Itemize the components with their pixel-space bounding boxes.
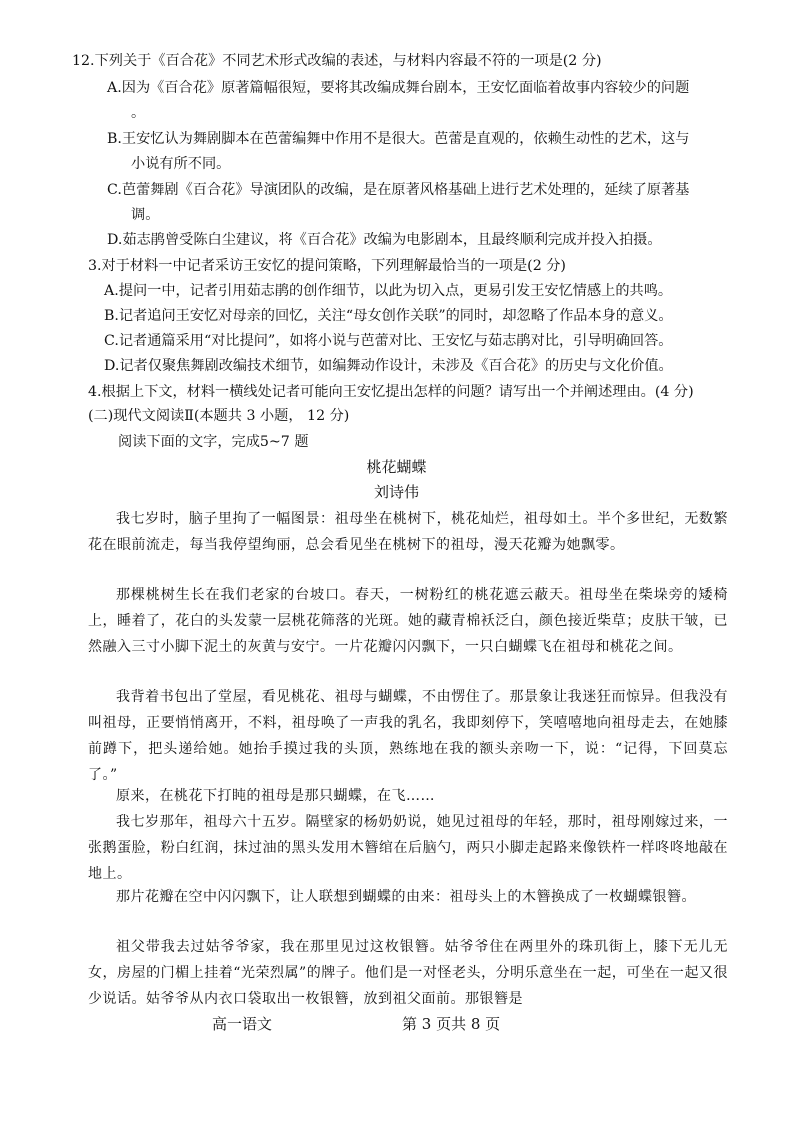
- question-12-option-a: [107, 76, 727, 126]
- option-text: C.芭蕾舞剧《百合花》导演团队的改编，是在原著风格基础上进行艺术处理的，延续了原著基: [107, 182, 690, 198]
- article-paragraph-1: 我七岁时，脑子里拘了一幅图景：祖母坐在桃树下，桃花灿烂，祖母如土。半个多世纪，无数繁花在眼前流走，每当我停望绚丽，总会看见坐在桃树下的祖母，漫天花瓣为她飘零。: [88, 511, 728, 553]
- article-paragraph-7: 祖父带我去过姑爷爷家，我在那里见过这枚银簪。姑爷爷住在两里外的珠玑街上，膝下无儿无女，房屋的门楣上挂着“光荣烈属”的牌子。他们是一对怪老头，分明乐意坐在一起，可坐在一起又很少说话。姑爷爷从内衣口袋取出一枚银簪，放到祖父面前。那银簪是: [88, 939, 728, 1007]
- option-text-continued: 调。: [131, 207, 160, 223]
- question-12-option-b: [107, 127, 727, 177]
- reading-instruction: 阅读下面的文字，完成5~7 题: [118, 434, 309, 450]
- question-3-option-c: C.记者通篇采用“对比提问”，如将小说与芭蕾对比、王安忆与茹志鹃对比，引导明确回答。: [104, 333, 673, 349]
- footer-subject: 高一语文: [212, 1015, 273, 1033]
- article-paragraph-3: 我背着书包出了堂屋，看见桃花、祖母与蝴蝶，不由愣住了。那景象让我迷狂而惊异。但我没有叫祖母，正要悄悄离开，不料，祖母唤了一声我的乳名，我即刻停下，笑嘻嘻地向祖母走去，在她膝前蹲下，把头递给她。她抬手摸过我的头顶，熟练地在我的额头亲吻一下，说：“记得，下回莫忘了。”: [88, 689, 728, 783]
- article-title: 桃花蝴蝶: [366, 458, 427, 476]
- option-text: B.王安忆认为舞剧脚本在芭蕾编舞中作用不是很大。芭蕾是直观的，依赖生动性的艺术，这与: [107, 131, 690, 147]
- question-4-stem: 4.根据上下文，材料一横线处记者可能向王安忆提出怎样的问题？请写出一个并阐述理由。(4 分): [88, 384, 694, 400]
- question-12-option-c: [107, 178, 727, 228]
- article-paragraph-5: 我七岁那年，祖母六十五岁。隔壁家的杨奶奶说，她见过祖母的年轻，那时，祖母刚嫁过来，一张鹅蛋脸，粉白红润，抹过油的黑头发用木簪绾在后脑勺，两只小脚走起路来像铁杵一样咚咚地敲在地上。: [88, 814, 728, 882]
- option-text-continued: 小说有所不同。: [131, 156, 231, 172]
- article-paragraph-2: 那棵桃树生长在我们老家的台坡口。春天，一树粉红的桃花遮云蔽天。祖母坐在柴垛旁的矮椅上，睡着了，花白的头发蒙一层桃花筛落的光斑。她的藏青棉袄泛白，颜色接近柴草；皮肤干皱，已然融入三寸小脚下泥土的灰黄与安宁。一片花瓣闪闪飘下，一只白蝴蝶飞在祖母和桃花之间。: [88, 587, 728, 655]
- question-3-option-d: D.记者仅聚焦舞剧改编技术细节，如编舞动作设计，未涉及《百合花》的历史与文化价值。: [104, 358, 673, 374]
- footer-page-number: 第 3 页共 8 页: [402, 1015, 501, 1033]
- question-12-stem: 12.下列关于《百合花》不同艺术形式改编的表述，与材料内容最不符的一项是(2 分): [72, 53, 602, 69]
- option-text-continued: 。: [131, 105, 146, 121]
- article-paragraph-6: 那片花瓣在空中闪闪飘下，让人联想到蝴蝶的由来：祖母头上的木簪换成了一枚蝴蝶银簪。: [116, 889, 696, 905]
- question-12-option-d: D.茹志鹃曾受陈白尘建议，将《百合花》改编为电影剧本，且最终顺利完成并投入拍摄。: [107, 232, 662, 248]
- question-3-option-a: A.提问一中，记者引用茹志鹃的创作细节，以此为切入点，更易引发王安忆情感上的共鸣。: [104, 283, 673, 299]
- section-heading: (二)现代文阅读Ⅱ(本题共 3 小题， 12 分): [88, 408, 350, 424]
- article-paragraph-4: 原来，在桃花下打盹的祖母是那只蝴蝶，在飞……: [116, 788, 435, 804]
- article-author: 刘诗伟: [373, 483, 419, 501]
- question-3-option-b: B.记者追问王安忆对母亲的回忆，关注“母女创作关联”的同时，却忽略了作品本身的意义。: [104, 308, 673, 324]
- question-3-stem: 3.对于材料一中记者采访王安忆的提问策略，下列理解最恰当的一项是(2 分): [88, 258, 566, 274]
- option-text: A.因为《百合花》原著篇幅很短，要将其改编成舞台剧本，王安忆面临着故事内容较少的问题: [107, 80, 690, 96]
